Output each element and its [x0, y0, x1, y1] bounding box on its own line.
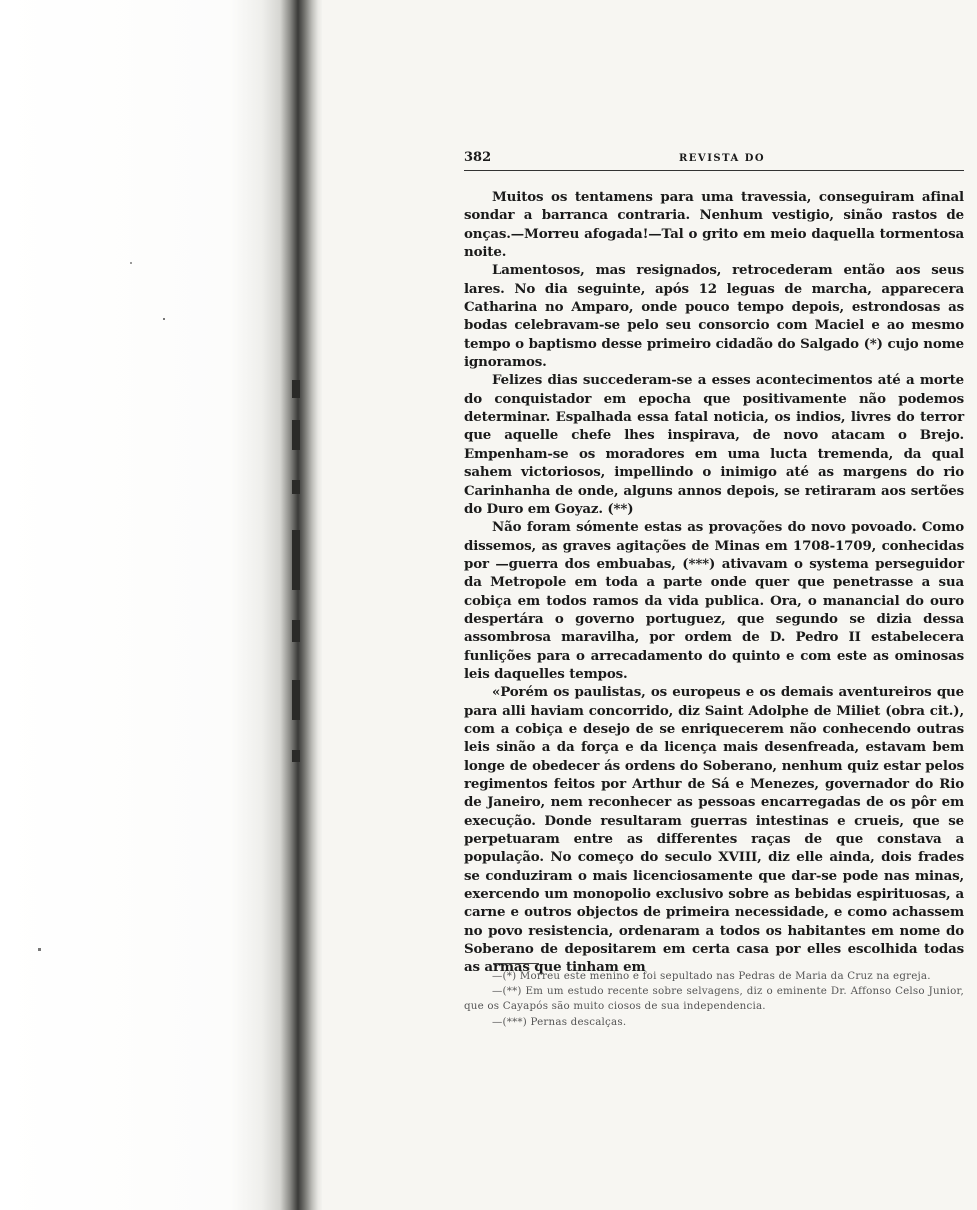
page-number: 382	[464, 150, 492, 165]
scan-speck	[38, 948, 41, 951]
page-header	[464, 150, 964, 170]
scan-speck	[163, 318, 165, 320]
footnote: —(*) Morreu este menino e foi sepultado nas Pedras de Maria da Cruz na egreja.	[492, 970, 931, 982]
paragraph: Muitos os tentamens para uma travessia, conseguiram afinal sondar a barranca contraria. Nenhum vestigio, sinão rastos de onças.—Morreu afogada!—Tal o grito em meio daquella tormentosa noite.	[464, 189, 964, 261]
scan-speck	[130, 262, 132, 264]
footnote: —(**) Em um estudo recente sobre selvagens, diz o eminente Dr. Affonso Celso Junior, que os Cayapós são muito ciosos de sua independencia.	[464, 985, 964, 1013]
running-title: REVISTA DO	[679, 153, 766, 164]
book-binding-gutter	[0, 0, 322, 1210]
footnote: —(***) Pernas descalças.	[492, 1015, 627, 1028]
binding-crease-marks	[284, 380, 308, 780]
footnote-rule	[493, 963, 539, 964]
body-text	[464, 188, 964, 977]
paragraph: «Porém os paulistas, os europeus e os demais aventureiros que para alli haviam concorrido, diz Saint Adolphe de Miliet (obra cit.), com a cobiça e desejo de se enriquecerem não conhecendo outras leis sinão a da força e da licença mais desenfreada, estavam bem longe de obedecer ás ordens do Soberano, nenhum quiz estar pelos regimentos feitos por Arthur de Sá e Menezes, governador do Rio de Janeiro, nem reconhecer as pessoas encarregadas de os pôr em execução. Donde resultaram guerras intestinas e crueis, que se perpetuaram entre as differentes raças de que constava a população. No começo do seculo XVIII, diz elle ainda, dois frades se conduziram o mais licenciosamente que dar-se pode nas minas, exercendo um monopolio exclusivo sobre as bebidas espirituosas, a carne e outros objectos de primeira necessidade, e como achassem no povo resistencia, ordenaram a todos os habitantes em nome do Soberano de depositarem em certa casa por elles escolhida todas as armas que tinham em	[464, 684, 964, 976]
footnotes	[464, 969, 964, 1030]
header-rule	[464, 170, 964, 171]
paragraph: Não foram sómente estas as provações do novo povoado. Como dissemos, as graves agitações de Minas em 1708-1709, conhecidas por —guerra dos embuabas, (***) ativavam o systema perseguidor da Metropole em toda a parte onde quer que penetrasse a sua cobiça em todos ramos da vida publica. Ora, o manancial do ouro despertára o governo portuguez, que segundo se dizia dessa assombrosa maravilha, por ordem de D. Pedro II estabelecera funlições para o arrecadamento do quinto e com este as ominosas leis daquelles tempos.	[464, 519, 964, 682]
paragraph: Felizes dias succederam-se a esses acontecimentos até a morte do conquistador em epocha que positivamente não podemos determinar. Espalhada essa fatal noticia, os indios, livres do terror que aquelle chefe lhes inspirava, de novo atacam o Brejo. Empenham-se os moradores em uma lucta tremenda, da qual sahem victoriosos, impellindo o inimigo até as margens do rio Carinhanha de onde, alguns annos depois, se retiraram aos sertões do Duro em Goyaz. (**)	[464, 372, 964, 517]
paragraph: Lamentosos, mas resignados, retrocederam então aos seus lares. No dia seguinte, após 12 leguas de marcha, apparecera Catharina no Amparo, onde pouco tempo depois, estrondosas as bodas celebravam-se pelo seu consorcio com Maciel e ao mesmo tempo o baptismo desse primeiro cidadão do Salgado (*) cujo nome ignoramos.	[464, 262, 964, 371]
